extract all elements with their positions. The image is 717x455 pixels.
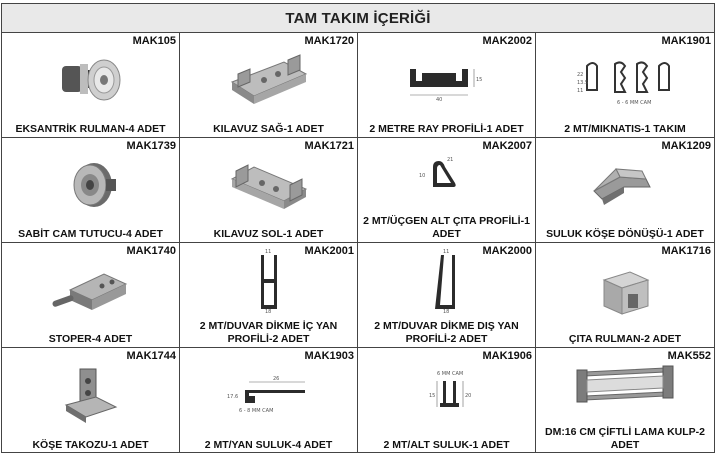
item-cell <box>180 33 358 138</box>
item-code: MAK552 <box>667 350 711 362</box>
item-code: MAK2001 <box>304 245 354 257</box>
item-label: SULUK KÖŞE DÖNÜŞÜ-1 ADET <box>546 228 704 240</box>
dimension-text: 18 <box>442 309 449 313</box>
wall-inner-profile-icon <box>239 249 299 313</box>
dimension-text: 11 <box>442 249 449 255</box>
item-label: KILAVUZ SOL-1 ADET <box>213 228 324 240</box>
item-code: MAK1739 <box>126 140 176 152</box>
dimension-text: 26 <box>272 376 279 382</box>
item-code: MAK105 <box>132 35 176 47</box>
item-code: MAK2000 <box>482 245 532 257</box>
guide-right-icon <box>224 50 314 110</box>
item-code: MAK1906 <box>482 350 532 362</box>
item-cell <box>536 138 714 243</box>
item-label: 2 MT/MIKNATIS-1 TAKIM <box>564 123 686 135</box>
item-label: 2 MT/DUVAR DİKME DIŞ YAN PROFİLİ-2 ADET <box>374 320 519 345</box>
dimension-text: 15 <box>428 393 435 399</box>
dimension-text: 13.5 <box>577 80 589 86</box>
item-code: MAK1716 <box>661 245 711 257</box>
item-cell <box>536 33 714 138</box>
eccentric-bearing-icon <box>56 50 126 110</box>
item-code: MAK2007 <box>482 140 532 152</box>
dimension-text: 6 - 6 MM CAM <box>617 100 652 106</box>
item-label: 2 MT/ÜÇGEN ALT ÇITA PROFİLİ-1 ADET <box>363 215 530 240</box>
item-code: MAK1901 <box>661 35 711 47</box>
item-cell <box>536 243 714 348</box>
dimension-text: 10 <box>418 173 425 179</box>
item-grid <box>2 33 714 453</box>
item-code: MAK1720 <box>304 35 354 47</box>
item-cell <box>2 348 180 453</box>
item-cell <box>180 243 358 348</box>
item-cell <box>2 243 180 348</box>
item-code: MAK1903 <box>304 350 354 362</box>
magnet-profile-icon <box>575 52 675 108</box>
item-code: MAK1740 <box>126 245 176 257</box>
item-cell <box>2 138 180 243</box>
dimension-text: 20 <box>464 393 471 399</box>
item-code: MAK1721 <box>304 140 354 152</box>
item-cell <box>180 138 358 243</box>
item-label: STOPER-4 ADET <box>48 333 133 345</box>
contents-table <box>1 3 715 453</box>
guide-left-icon <box>224 155 314 215</box>
bottom-seal-icon <box>407 367 487 423</box>
dimension-text: 40 <box>435 97 442 103</box>
item-cell <box>358 33 536 138</box>
dimension-text: 11 <box>264 249 271 255</box>
dimension-text: 6 MM CAM <box>436 371 463 377</box>
item-label: EKSANTRİK RULMAN-4 ADET <box>15 123 166 135</box>
glass-holder-icon <box>56 155 126 215</box>
item-label: 2 MT/YAN SULUK-4 ADET <box>204 439 333 451</box>
wall-outer-profile-icon <box>417 249 477 313</box>
item-cell <box>180 348 358 453</box>
item-cell <box>2 33 180 138</box>
item-cell <box>536 348 714 453</box>
side-seal-icon <box>219 370 319 420</box>
dimension-text: 21 <box>446 157 453 163</box>
item-cell <box>358 243 536 348</box>
dimension-text: 22 <box>577 72 584 78</box>
dimension-text: 15 <box>475 77 482 83</box>
dimension-text: 6 - 8 MM CAM <box>238 408 273 414</box>
dimension-text: 11 <box>577 88 584 94</box>
item-code: MAK2002 <box>482 35 532 47</box>
corner-turn-icon <box>580 157 670 213</box>
item-code: MAK1209 <box>661 140 711 152</box>
strip-bearing-icon <box>590 260 660 320</box>
item-label: KILAVUZ SAĞ-1 ADET <box>213 123 324 135</box>
dimension-text: 17.6 <box>226 394 238 400</box>
dimension-text: 18 <box>264 309 271 313</box>
item-code: MAK1744 <box>126 350 176 362</box>
triangle-profile-icon <box>407 151 487 201</box>
item-cell <box>358 348 536 453</box>
item-label: SABİT CAM TUTUCU-4 ADET <box>18 228 163 240</box>
item-label: 2 MT/DUVAR DİKME İÇ YAN PROFİLİ-2 ADET <box>199 320 338 345</box>
item-label: KÖŞE TAKOZU-1 ADET <box>32 439 149 451</box>
item-cell <box>358 138 536 243</box>
item-label: DM:16 CM ÇİFTLİ LAMA KULP-2 ADET <box>544 426 706 451</box>
double-handle-icon <box>565 358 685 414</box>
item-label: 2 METRE RAY PROFİLİ-1 ADET <box>369 123 524 135</box>
rail-profile-icon <box>402 55 492 105</box>
table-title: TAM TAKIM İÇERİĞİ <box>2 4 714 33</box>
item-label: ÇITA RULMAN-2 ADET <box>568 333 682 345</box>
corner-block-icon <box>56 363 126 427</box>
stopper-icon <box>46 260 136 320</box>
item-label: 2 MT/ALT SULUK-1 ADET <box>383 439 510 451</box>
